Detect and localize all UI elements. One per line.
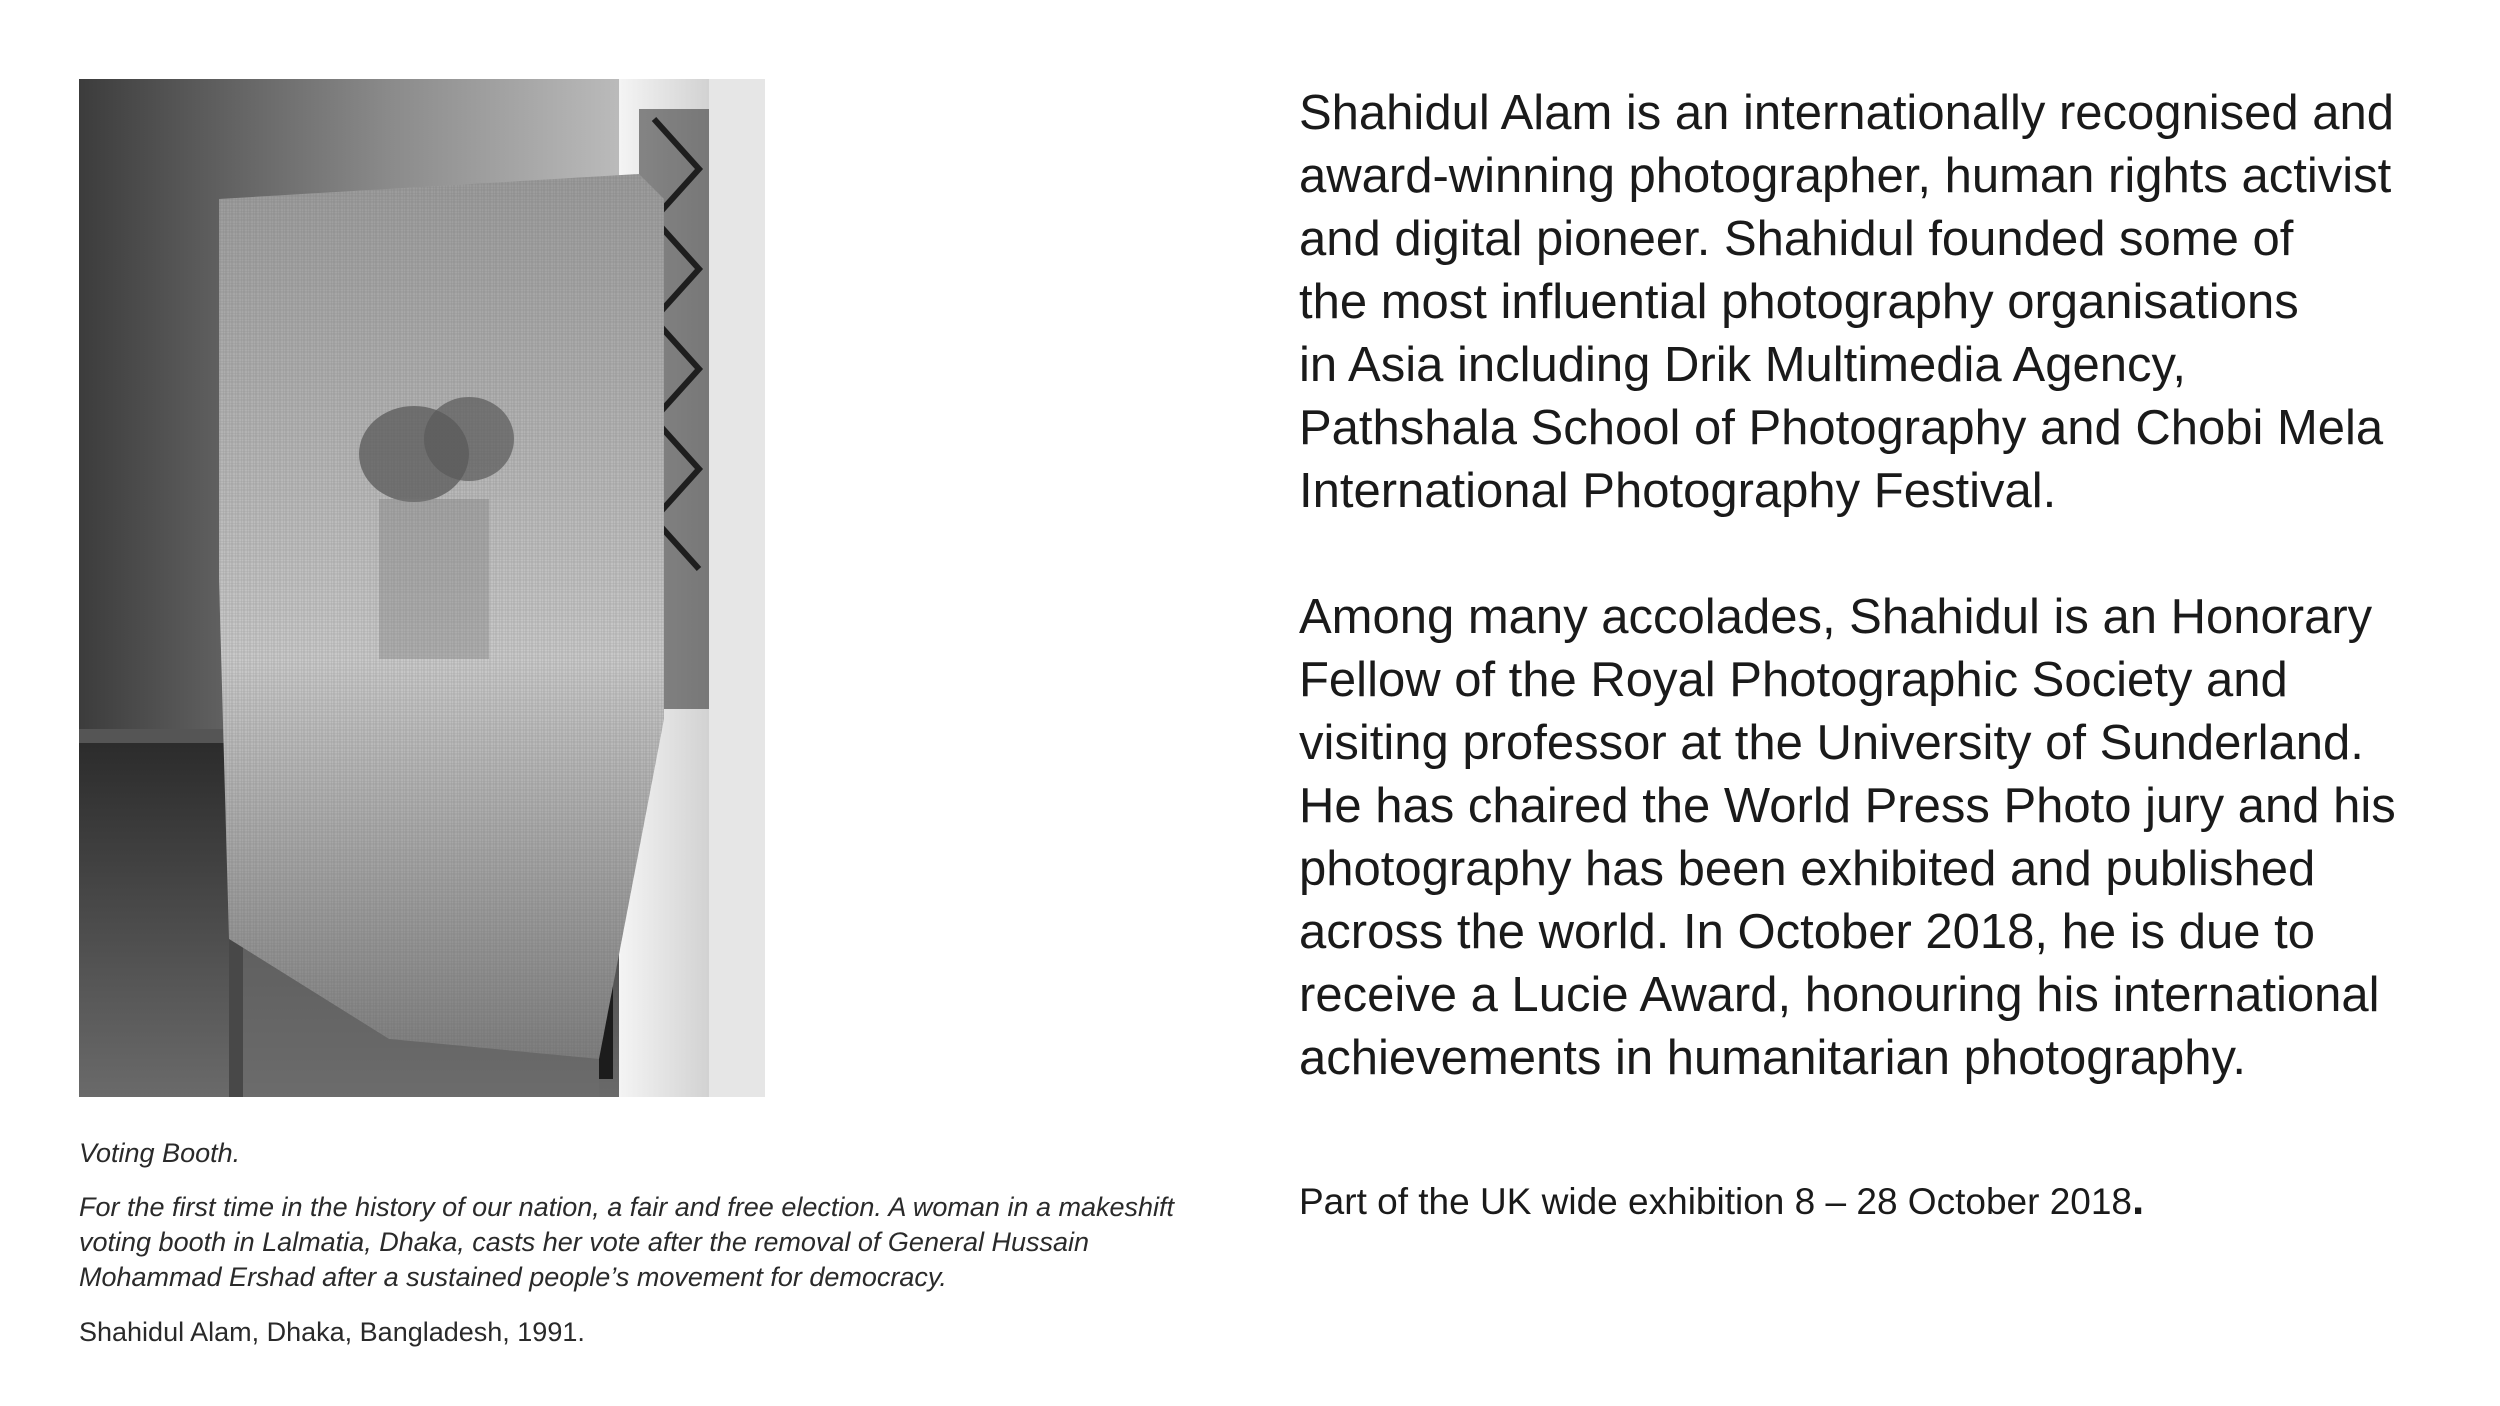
exhibition-end-mark: . xyxy=(2132,1175,2145,1224)
exhibition-text: Part of the UK wide exhibition 8 – 28 October 2018 xyxy=(1299,1181,2133,1222)
caption-title: Voting Booth. xyxy=(79,1138,241,1168)
bio-paragraph-1: Shahidul Alam is an internationally recognised and award-winning photographer, human rights activist and digital pioneer. Shahidul founded some of the most influential photography organisations in Asia including Drik Multimedia Agency, Pathshala School of Photography and Chobi Mela International Photography Festival. xyxy=(1299,86,2395,518)
biography xyxy=(1299,82,2479,1090)
exhibition-note xyxy=(1299,1176,2144,1226)
bio-paragraph-2: Among many accolades, Shahidul is an Honorary Fellow of the Royal Photographic Society and visiting professor at the University of Sunderland. He has chaired the World Press Photo jury and his photography has been exhibited and published across the world. In October 2018, he is due to receive a Lucie Award, honouring his international achievements in humanitarian photography. xyxy=(1299,590,2396,1085)
voting-booth-photo xyxy=(79,79,765,1097)
caption-credit: Shahidul Alam, Dhaka, Bangladesh, 1991. xyxy=(79,1317,585,1347)
photo-caption xyxy=(79,1136,1239,1350)
caption-description: For the first time in the history of our nation, a fair and free election. A woman in a makeshift voting booth in Lalmatia, Dhaka, casts her vote after the removal of General Hussain Mohammad Ershad after a sustained people’s movement for democracy. xyxy=(79,1192,1175,1292)
